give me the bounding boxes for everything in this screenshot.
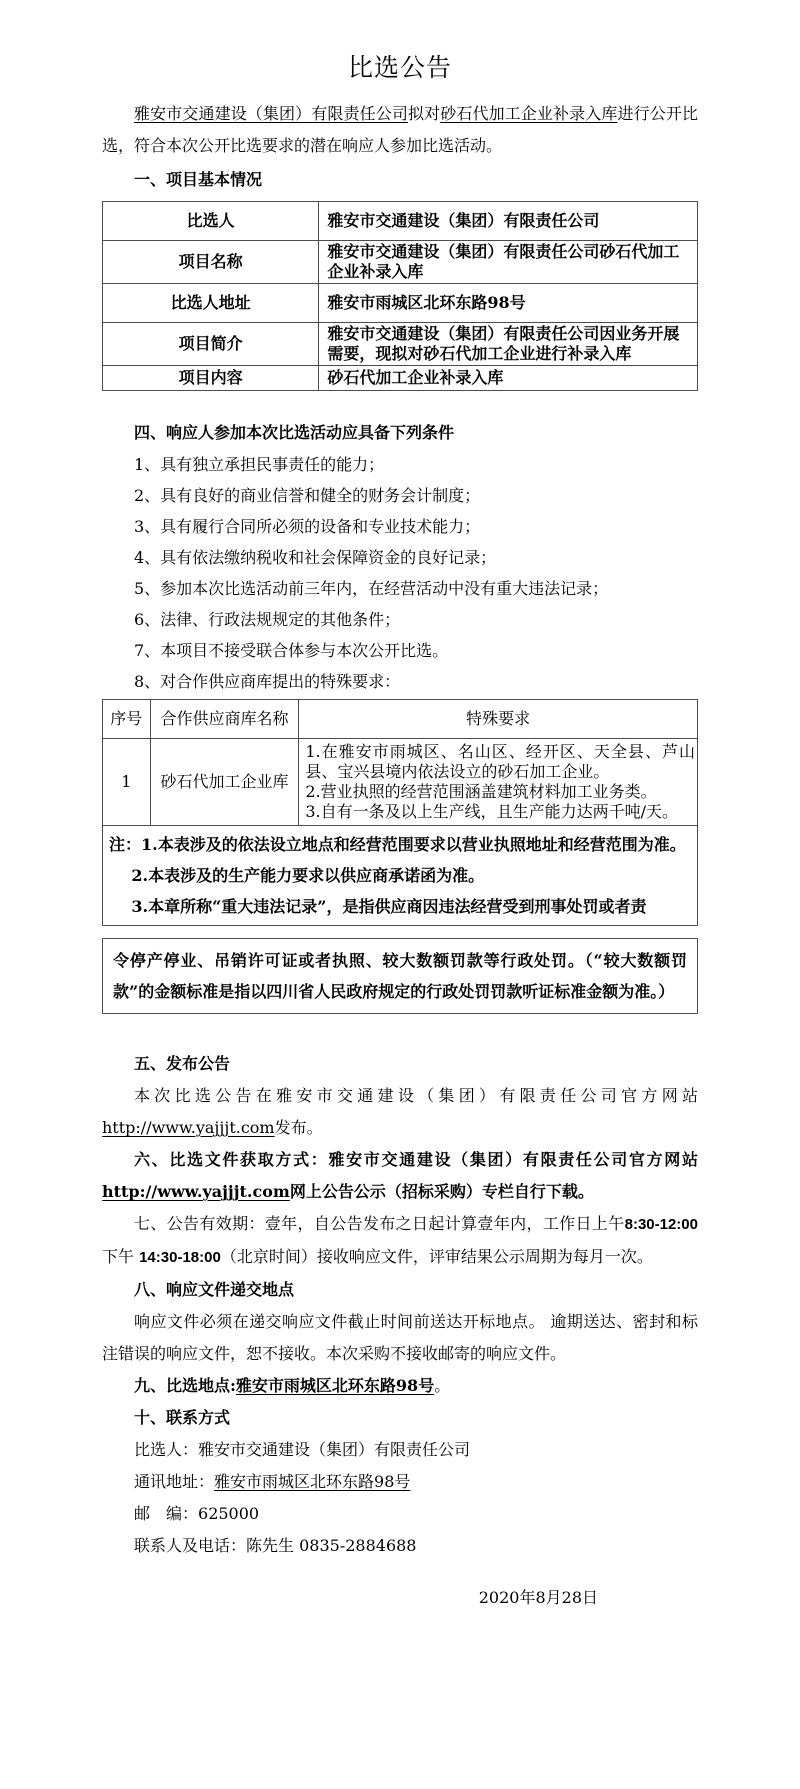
requirement-line: 1.在雅安市雨城区、名山区、经开区、天全县、芦山县、宝兴县境内依法设立的砂石加工企业。 [305,742,695,781]
table-row [103,241,698,284]
section5-heading: 五、发布公告 [134,1054,231,1073]
section6-tail: 网上公告公示（招标采购）专栏自行下载。 [289,1182,594,1201]
section7-text: 七、公告有效期：壹年，自公告发布之日起计算壹年内，工作日上午 [134,1214,625,1233]
contact-label: 通讯地址： [134,1472,215,1491]
contact-label: 联系人及电话： [134,1536,247,1555]
contact-line-postcode [102,1498,698,1530]
section5-text: 本次比选公告在雅安市交通建设（集团）有限责任公司官方网站 [134,1086,698,1105]
section5-tail: 发布。 [274,1118,323,1137]
website-url: http://www.yajjjt.com [102,1118,275,1137]
supplier-table-row [103,739,698,826]
intro-tail-text: 进行公开比选，符合本次公开比选要求的潜在响应人参加比选活动。 [102,104,698,155]
table-row [103,323,698,366]
table-row [103,284,698,323]
contact-label: 比选人： [134,1440,199,1459]
condition-item: 2、具有良好的商业信誉和健全的财务会计制度； [134,486,481,505]
supplier-table [102,699,698,926]
table-row [103,202,698,241]
morning-hours: 8:30-12:00 [624,1216,698,1233]
section9-tail: 。 [434,1376,451,1395]
supplier-name-cell: 砂石代加工企业库 [150,739,299,826]
section6-paragraph [102,1144,698,1208]
section7-paragraph [102,1208,698,1274]
section9-label: 九、比选地点: [134,1376,236,1395]
section7-tail: （北京时间）接收响应文件，评审结果公示周期为每月一次。 [220,1247,653,1266]
condition-item: 8、对合作供应商库提出的特殊要求： [134,672,401,691]
contact-line-phone [102,1530,698,1562]
condition-item: 1、具有独立承担民事责任的能力； [134,455,385,474]
afternoon-hours: 14:30-18:00 [139,1249,221,1266]
section10-heading: 十、联系方式 [134,1408,231,1427]
condition-item: 7、本项目不接受联合体参与本次公开比选。 [134,641,449,660]
section6-text: 六、比选文件获取方式：雅安市交通建设（集团）有限责任公司官方网站 [134,1150,698,1169]
doc-title: 比选公告 [347,53,452,82]
table-note-line: 注：1.本表涉及的依法设立地点和经营范围要求以营业执照地址和经营范围为准。 [109,835,686,854]
col-header-index: 序号 [103,700,151,739]
row-value-cell: 雅安市雨城区北环东路98号 [319,284,698,323]
contact-value: 陈先生 0835-2884688 [246,1536,417,1555]
section7-mid: 下午 [102,1247,140,1266]
contact-value: 雅安市交通建设（集团）有限责任公司 [198,1440,471,1459]
document-page [102,0,698,1614]
col-header-name: 合作供应商库名称 [150,700,299,739]
requirement-line: 2.营业执照的经营范围涵盖建筑材料加工业务类。 [305,782,657,801]
row-value-cell: 雅安市交通建设（集团）有限责任公司砂石代加工企业补录入库 [319,241,698,284]
condition-item: 3、具有履行合同所必须的设备和专业技术能力； [134,517,481,536]
contact-line-company [102,1434,698,1466]
contact-label: 邮 编： [134,1504,199,1523]
table-note-line: 2.本表涉及的生产能力要求以供应商承诺函为准。 [131,866,485,885]
row-value-cell: 雅安市交通建设（集团）有限责任公司 [319,202,698,241]
condition-item: 5、参加本次比选活动前三年内，在经营活动中没有重大违法记录； [134,579,609,598]
basic-info-table [102,201,698,391]
row-label-cell: 项目内容 [103,366,319,391]
section5-paragraph [102,1080,698,1144]
doc-date: 2020年8月28日 [478,1588,598,1607]
row-label-cell: 比选人 [103,202,319,241]
intro-mid-text: 拟对 [407,104,441,123]
contact-line-address [102,1466,698,1498]
note-continuation-box: 令停产停业、吊销许可证或者执照、较大数额罚款等行政处罚。（“较大数额罚款”的金额标准是指以四川省人民政府规定的行政处罚罚款听证标准金额为准。） [102,938,698,1014]
section9-line [102,1370,698,1402]
table-notes-cell [103,826,698,926]
bidding-address-underlined: 雅安市雨城区北环东路98号 [235,1376,435,1395]
intro-project-underlined: 砂石代加工企业补录入库 [440,104,618,123]
table-note-line: 3.本章所称“重大违法记录”，是指供应商因违法经营受到刑事处罚或者责 [131,897,647,916]
supplier-requirements-cell [299,739,698,826]
section4-heading: 四、响应人参加本次比选活动应具备下列条件 [134,423,455,442]
intro-company-underlined: 雅安市交通建设（集团）有限责任公司 [134,104,408,123]
contact-address-underlined: 雅安市雨城区北环东路98号 [214,1472,411,1491]
col-header-requirements: 特殊要求 [299,700,698,739]
section8-paragraph: 响应文件必须在递交响应文件截止时间前送达开标地点。 逾期送达、密封和标注错误的响应文件，恕不接收。本次采购不接收邮寄的响应文件。 [102,1312,698,1363]
row-value-cell: 砂石代加工企业补录入库 [319,366,698,391]
row-label-cell: 比选人地址 [103,284,319,323]
section1-heading: 一、项目基本情况 [134,170,263,189]
section8-heading: 八、响应文件递交地点 [134,1280,295,1299]
row-value-cell: 雅安市交通建设（集团）有限责任公司因业务开展需要，现拟对砂石代加工企业进行补录入库 [319,323,698,366]
row-label-cell: 项目名称 [103,241,319,284]
requirement-line: 3.自有一条及以上生产线，且生产能力达两千吨/天。 [305,802,679,821]
intro-paragraph [102,98,698,162]
contact-value: 625000 [198,1504,260,1523]
supplier-table-note-row [103,826,698,926]
condition-item: 6、法律、行政法规规定的其他条件； [134,610,401,629]
website-url: http://www.yajjjt.com [102,1182,290,1201]
table-row [103,366,698,391]
condition-item: 4、具有依法缴纳税收和社会保障资金的良好记录； [134,548,497,567]
row-label-cell: 项目简介 [103,323,319,366]
supplier-index-cell: 1 [103,739,151,826]
supplier-table-header-row [103,700,698,739]
